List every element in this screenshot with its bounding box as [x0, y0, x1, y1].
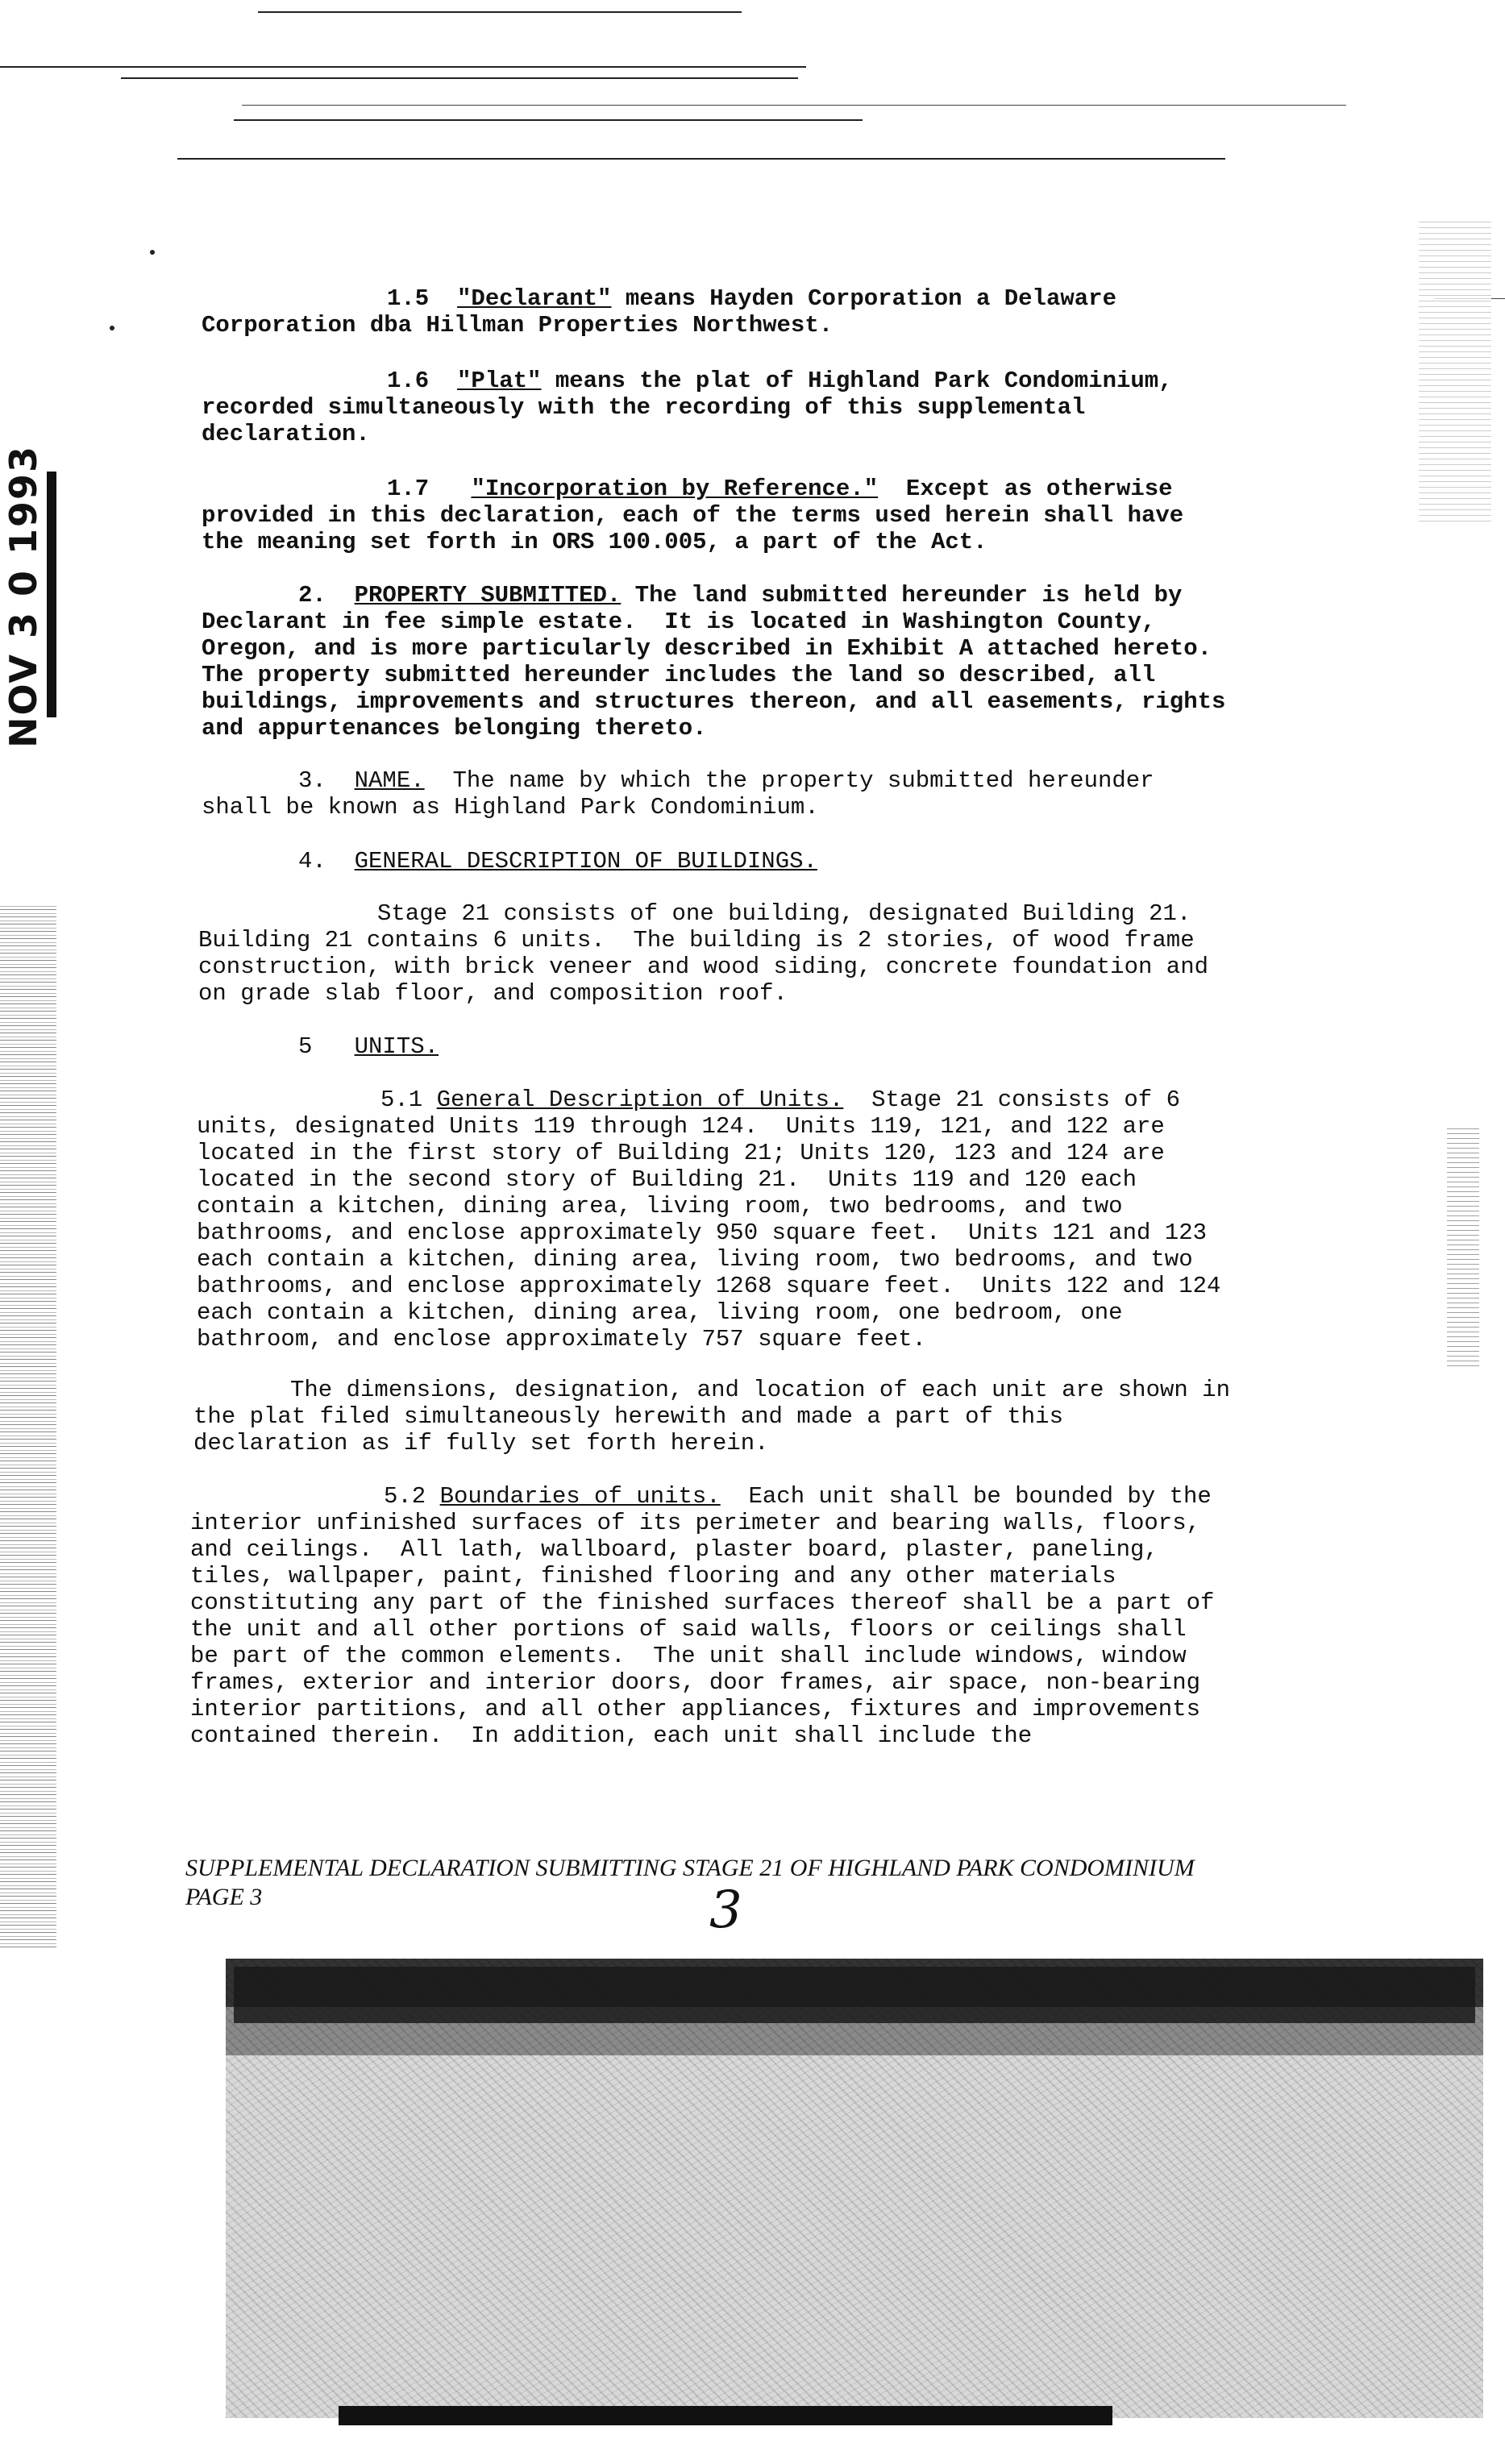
section-1-5 — [202, 285, 1346, 339]
scan-rule — [121, 77, 798, 79]
section-heading: UNITS. — [354, 1033, 439, 1060]
section-heading: GENERAL DESCRIPTION OF BUILDINGS. — [354, 848, 817, 875]
date-stamp — [2, 444, 45, 749]
section-line: on grade slab floor, and composition roof. — [198, 980, 788, 1007]
section-line: the meaning set forth in ORS 100.005, a part of the Act. — [202, 529, 987, 555]
section-line: shall be known as Highland Park Condominium. — [202, 794, 819, 821]
section-line: The name by which the property submitted hereunder — [424, 767, 1154, 794]
section-line: located in the second story of Building 21. Units 119 and 120 each — [197, 1166, 1137, 1193]
section-1-7 — [202, 476, 1346, 555]
section-5-2 — [190, 1483, 1335, 1749]
section-line: Corporation dba Hillman Properties Northwest. — [202, 312, 834, 339]
section-4-body — [198, 900, 1343, 1007]
section-line: and appurtenances belonging thereto. — [202, 715, 707, 742]
section-line: and ceilings. All lath, wallboard, plaster board, plaster, paneling, — [190, 1536, 1158, 1563]
section-line: each contain a kitchen, dining area, living room, two bedrooms, and two — [197, 1246, 1193, 1273]
section-line: The land submitted hereunder is held by — [621, 582, 1183, 609]
section-5 — [202, 1033, 1346, 1060]
section-line: Except as otherwise — [878, 476, 1173, 502]
scan-speck — [150, 250, 155, 255]
section-line: frames, exterior and interior doors, door frames, air space, non-bearing — [190, 1669, 1201, 1696]
section-heading: PROPERTY SUBMITTED. — [354, 582, 622, 609]
scan-bottom-bar — [339, 2406, 1112, 2425]
section-line: tiles, wallpaper, paint, finished flooring and any other materials — [190, 1563, 1116, 1589]
section-heading: "Incorporation by Reference." — [471, 476, 879, 502]
scan-speck — [110, 326, 114, 330]
scan-noise — [1419, 218, 1491, 524]
footer-title: SUPPLEMENTAL DECLARATION SUBMITTING STAGE 21 OF HIGHLAND PARK CONDOMINIUM — [185, 1855, 1195, 1881]
section-line: Stage 21 consists of one building, designated Building 21. — [377, 900, 1191, 927]
section-line: bathrooms, and enclose approximately 950 square feet. Units 121 and 123 — [197, 1220, 1208, 1246]
section-line: Building 21 contains 6 units. The building is 2 stories, of wood frame — [198, 927, 1195, 954]
section-line: construction, with brick veneer and wood siding, concrete foundation and — [198, 954, 1209, 980]
handwritten-page-number: 3 — [709, 1880, 742, 1940]
section-line: Oregon, and is more particularly described in Exhibit A attached hereto. — [202, 635, 1212, 662]
section-5-1-continued — [193, 1377, 1338, 1456]
section-line: declaration. — [202, 421, 370, 447]
section-heading: NAME. — [354, 767, 425, 794]
section-line: Stage 21 consists of 6 — [843, 1087, 1180, 1113]
section-line: located in the first story of Building 21; Units 120, 123 and 124 are — [197, 1140, 1165, 1166]
section-number: 1.6 — [387, 368, 430, 394]
scan-noise-band — [234, 1967, 1475, 2023]
section-number: 4. — [298, 848, 326, 875]
section-line: be part of the common elements. The unit shall include windows, window — [190, 1643, 1187, 1669]
section-line: each contain a kitchen, dining area, living room, one bedroom, one — [197, 1299, 1123, 1326]
scan-noise-bottom — [226, 1959, 1483, 2418]
scan-noise — [0, 903, 56, 1951]
section-number: 5.2 — [384, 1483, 426, 1510]
section-line: declaration as if fully set forth herein. — [193, 1430, 769, 1456]
section-number: 1.5 — [387, 285, 430, 312]
scan-rule — [242, 105, 1346, 106]
scan-rule — [177, 158, 1225, 160]
section-line: the unit and all other portions of said walls, floors or ceilings shall — [190, 1616, 1187, 1643]
scan-rule — [234, 119, 863, 121]
section-line: buildings, improvements and structures thereon, and all easements, rights — [202, 688, 1226, 715]
scan-rule — [0, 66, 806, 68]
section-line: contain a kitchen, dining area, living room, two bedrooms, and two — [197, 1193, 1123, 1220]
section-line: bathroom, and enclose approximately 757 square feet. — [197, 1326, 926, 1352]
page-footer — [185, 1854, 1346, 1912]
section-line: interior unfinished surfaces of its perimeter and bearing walls, floors, — [190, 1510, 1201, 1536]
section-line: constituting any part of the finished surfaces thereof shall be a part of — [190, 1589, 1215, 1616]
stamp-bar — [47, 472, 56, 717]
section-line: The property submitted hereunder includes the land so described, all — [202, 662, 1156, 688]
section-line: Each unit shall be bounded by the — [720, 1483, 1212, 1510]
section-2 — [202, 582, 1346, 742]
section-number: 5.1 — [380, 1087, 423, 1113]
section-number: 3. — [298, 767, 326, 794]
section-5-1 — [197, 1087, 1341, 1352]
section-line: provided in this declaration, each of the terms used herein shall have — [202, 502, 1184, 529]
section-line: interior partitions, and all other appliances, fixtures and improvements — [190, 1696, 1201, 1722]
section-4 — [202, 848, 1346, 875]
section-line: The dimensions, designation, and location of each unit are shown in — [290, 1377, 1230, 1403]
section-line: units, designated Units 119 through 124. Units 119, 121, and 122 are — [197, 1113, 1165, 1140]
scan-noise — [1447, 1128, 1479, 1370]
date-stamp-text: NOV 3 0 1993 — [2, 444, 45, 749]
section-line: recorded simultaneously with the recording of this supplemental — [202, 394, 1086, 421]
section-line: the plat filed simultaneously herewith and made a part of this — [193, 1403, 1063, 1430]
section-heading: Boundaries of units. — [439, 1483, 721, 1510]
section-line: means the plat of Highland Park Condominium, — [541, 368, 1173, 394]
footer-page: PAGE 3 — [185, 1884, 263, 1910]
section-heading: General Description of Units. — [436, 1087, 844, 1113]
section-number: 1.7 — [387, 476, 430, 502]
section-line: contained therein. In addition, each unit shall include the — [190, 1722, 1033, 1749]
section-heading: "Declarant" — [457, 285, 612, 312]
scan-rule — [258, 11, 742, 13]
section-number: 2. — [298, 582, 326, 609]
section-number: 5 — [298, 1033, 313, 1060]
section-line: bathrooms, and enclose approximately 1268 square feet. Units 122 and 124 — [197, 1273, 1221, 1299]
section-line: means Hayden Corporation a Delaware — [611, 285, 1116, 312]
section-3 — [202, 767, 1346, 821]
section-1-6 — [202, 368, 1346, 447]
section-line: Declarant in fee simple estate. It is located in Washington County, — [202, 609, 1156, 635]
section-heading: "Plat" — [457, 368, 542, 394]
